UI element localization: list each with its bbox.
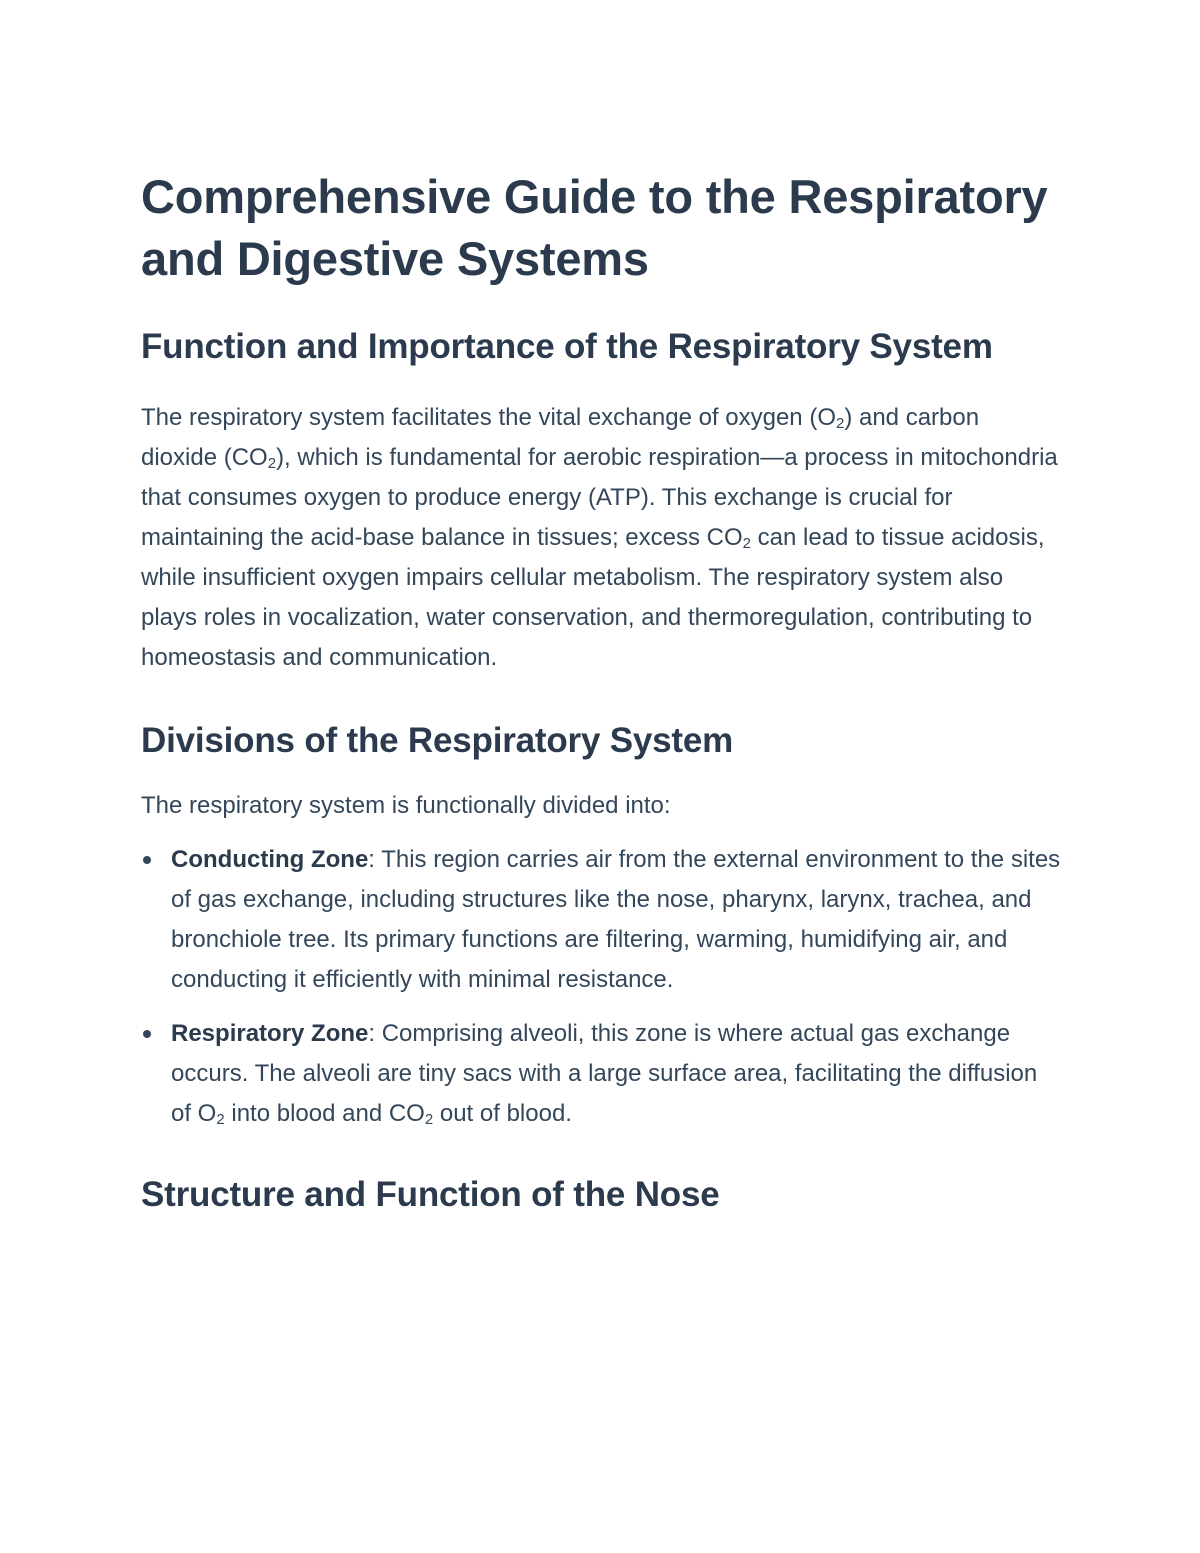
text-run: can lead to tissue acidosis, while insufficient oxygen impairs cellular metabolism. The respiratory system also plays roles in vocalization, water conservation, and thermoregulation, contributing to homeostasis and communication. <box>141 524 1045 671</box>
section-paragraph-function <box>141 398 1061 678</box>
subscript: 2 <box>216 1111 225 1128</box>
term-label: Conducting Zone <box>171 846 369 873</box>
bullet-icon <box>143 1030 151 1038</box>
text-run: out of blood. <box>433 1100 572 1127</box>
section-intro-divisions: The respiratory system is functionally divided into: <box>141 792 671 819</box>
list-item-conducting-zone <box>141 840 1061 1000</box>
subscript: 2 <box>835 415 845 432</box>
list-item-respiratory-zone <box>141 1014 1061 1134</box>
document-title: Comprehensive Guide to the Respiratory and Digestive Systems <box>141 170 1048 285</box>
subscript: 2 <box>424 1111 434 1128</box>
text-run: ), which is fundamental for aerobic respiration—a process in mitochondria that consumes oxygen to produce energy (ATP). This exchange is crucial for maintaining the acid-base balance in tissues; excess CO <box>141 444 1058 551</box>
divisions-list <box>141 840 1061 1134</box>
subscript: 2 <box>742 535 751 552</box>
item-text: : This region carries air from the external environment to the sites of gas exchange, including structures like the nose, pharynx, larynx, trachea, and bronchiole tree. Its primary functions are filtering, warming, humidifying air, and conducting it efficiently with minimal resistance. <box>171 846 1061 993</box>
subscript: 2 <box>267 455 277 472</box>
text-run: The respiratory system facilitates the vital exchange of oxygen (O <box>141 404 836 431</box>
section-heading-divisions: Divisions of the Respiratory System <box>141 721 734 760</box>
section-heading-nose: Structure and Function of the Nose <box>141 1175 720 1214</box>
text-run: into blood and CO <box>224 1100 425 1127</box>
text-run: ) and carbon dioxide (CO <box>141 404 980 471</box>
term-label: Respiratory Zone <box>171 1020 369 1047</box>
bullet-icon <box>143 856 151 864</box>
section-heading-function: Function and Importance of the Respiratory System <box>141 327 993 366</box>
document-page <box>141 166 1061 1220</box>
text-run: : Comprising alveoli, this zone is where actual gas exchange occurs. The alveoli are tiny sacs with a large surface area, facilitating the diffusion of O <box>171 1020 1038 1127</box>
